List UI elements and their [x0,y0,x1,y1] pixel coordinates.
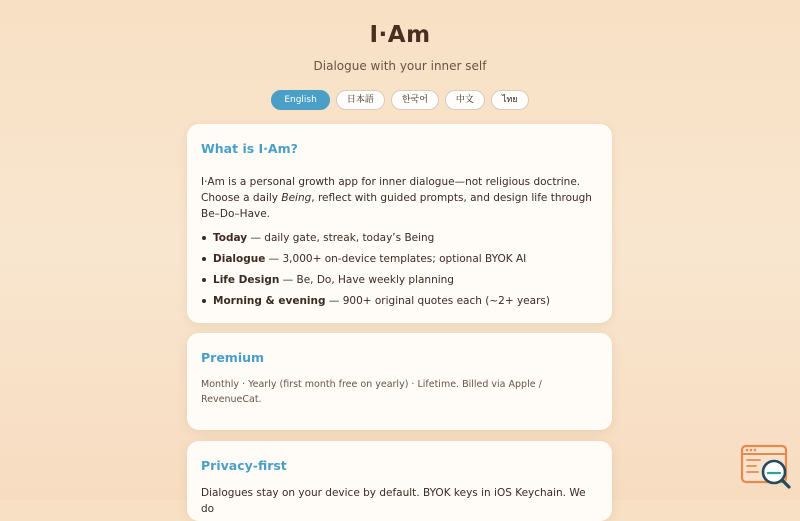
feature-desc: — Be, Do, Have weekly planning [279,274,454,286]
lang-button-thai[interactable]: ไทย [491,90,529,110]
about-heading: What is I·Am? [201,141,298,156]
privacy-card [187,441,612,521]
feature-list [201,231,598,308]
feature-desc: — daily gate, streak, today’s Being [247,232,435,244]
bullet-icon [202,257,206,261]
feature-name: Life Design [213,274,280,286]
lang-button-korean[interactable]: 한국어 [391,90,439,110]
bullet-icon [202,278,206,282]
privacy-text: Dialogues stay on your device by default. BYOK keys in iOS Keychain. We do [201,487,586,515]
about-card [187,124,612,323]
lang-button-chinese[interactable]: 中文 [445,90,485,110]
feature-name: Dialogue [213,253,266,265]
feature-item [201,231,598,245]
bullet-icon [202,236,206,240]
about-intro-before: I·Am is a personal growth app for inner dialogue—not religious doctrine. Choose a daily [201,176,581,204]
premium-card [187,333,612,430]
premium-heading: Premium [201,350,265,365]
privacy-heading: Privacy-first [201,458,287,473]
feature-desc: — 900+ original quotes each (~2+ years) [325,295,550,307]
lang-button-english[interactable]: English [271,90,330,110]
feature-item [201,252,598,266]
lang-button-japanese[interactable]: 日本語 [336,90,385,110]
app-title: I·Am [369,22,431,48]
language-switcher [0,90,800,110]
browser-search-icon[interactable] [740,444,792,490]
app-subtitle: Dialogue with your inner self [313,59,487,73]
bullet-icon [202,299,206,303]
feature-item [201,273,598,287]
about-intro-after: , reflect with guided prompts, and design life through Be–Do–Have. [201,192,592,220]
feature-name: Today [213,232,248,244]
feature-name: Morning & evening [213,295,326,307]
feature-desc: — 3,000+ on-device templates; optional BYOK AI [265,253,527,265]
feature-item [201,294,598,308]
premium-text: Monthly · Yearly (first month free on yearly) · Lifetime. Billed via Apple / RevenueCat. [201,379,542,405]
about-intro-emphasis: Being [281,192,312,204]
about-intro [201,174,598,222]
